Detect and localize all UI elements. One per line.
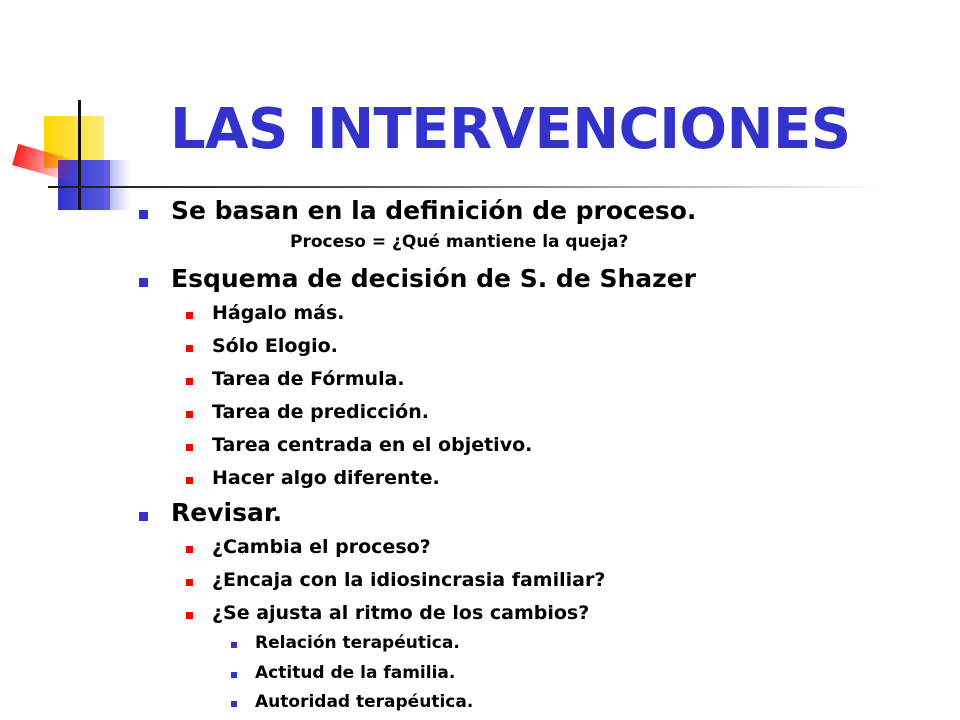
bullet-icon <box>186 378 193 385</box>
bullet-icon <box>139 512 148 521</box>
list-item: Tarea de predicción. <box>212 401 429 423</box>
list-item: ¿Encaja con la idiosincrasia familiar? <box>212 569 606 591</box>
list-item: Hacer algo diferente. <box>212 467 440 489</box>
list-item: Sólo Elogio. <box>212 335 338 357</box>
bullet-icon <box>231 642 237 648</box>
list-item: ¿Cambia el proceso? <box>212 536 431 558</box>
bullet-icon <box>186 312 193 319</box>
bullet-icon <box>139 278 148 287</box>
bullet-icon <box>186 345 193 352</box>
point-review: Revisar. <box>171 498 283 527</box>
list-item: Tarea centrada en el objetivo. <box>212 434 533 456</box>
bullet-icon <box>231 701 237 707</box>
list-item: Tarea de Fórmula. <box>212 368 405 390</box>
bullet-icon <box>231 672 237 678</box>
sub-list-item: Actitud de la familia. <box>255 663 456 683</box>
bullet-icon <box>186 411 193 418</box>
sub-list-item: Autoridad terapéutica. <box>255 692 474 712</box>
process-note: Proceso = ¿Qué mantiene la queja? <box>290 232 629 252</box>
sub-list-item: Relación terapéutica. <box>255 633 460 653</box>
bullet-icon <box>186 477 193 484</box>
bullet-icon <box>139 210 148 219</box>
slide-title: LAS INTERVENCIONES <box>170 97 851 162</box>
point-process-definition: Se basan en la definición de proceso. <box>171 196 697 225</box>
bullet-icon <box>186 612 193 619</box>
bullet-icon <box>186 579 193 586</box>
bullet-icon <box>186 546 193 553</box>
point-decision-scheme: Esquema de decisión de S. de Shazer <box>171 264 696 293</box>
bullet-icon <box>186 444 193 451</box>
list-item: Hágalo más. <box>212 302 345 324</box>
list-item: ¿Se ajusta al ritmo de los cambios? <box>212 602 590 624</box>
